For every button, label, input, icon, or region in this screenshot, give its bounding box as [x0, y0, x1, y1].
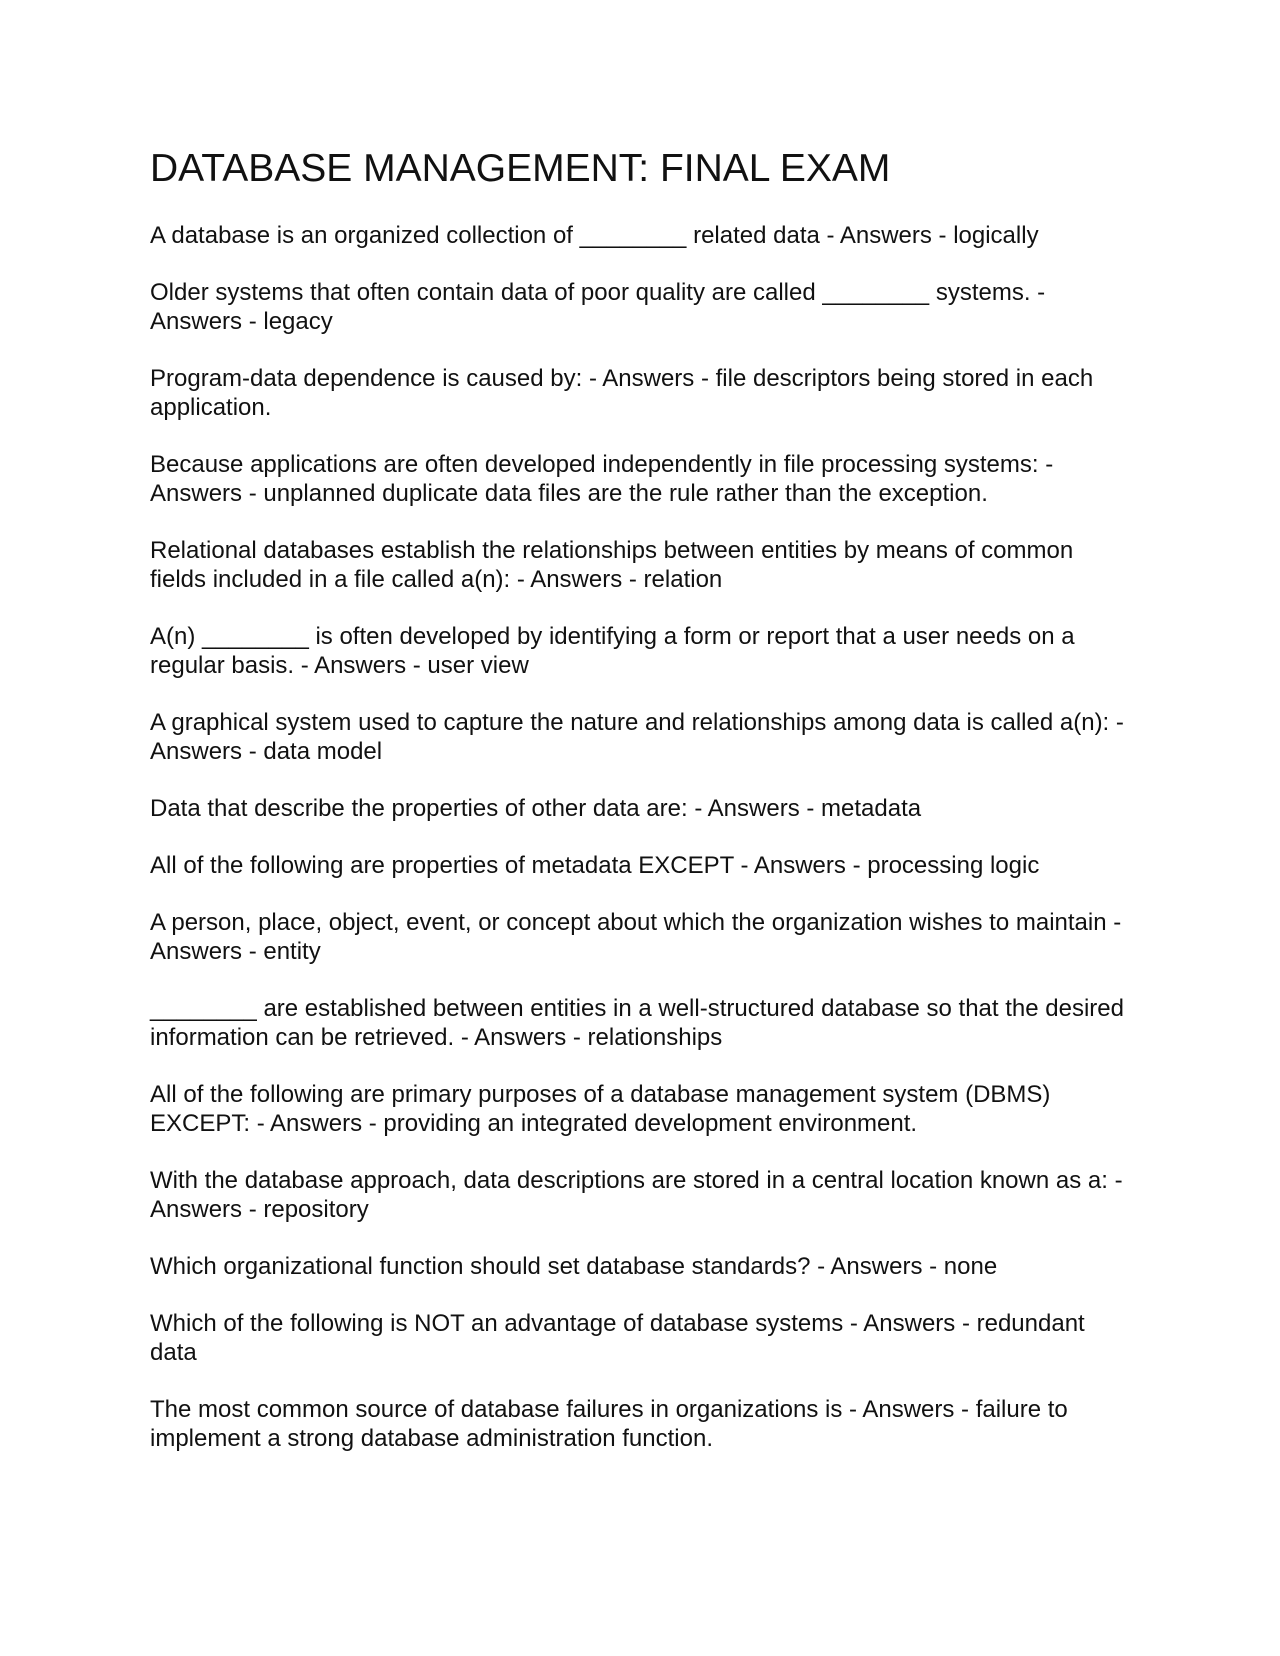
question-answer-item: All of the following are primary purposes of a database management system (DBMS) EXCEPT: - Answers - providing an integrated development environment.	[150, 1080, 1051, 1137]
question-answer-item: Because applications are often developed independently in file processing systems: - Answers - unplanned duplicate data files are the rule rather than the exception.	[150, 450, 1054, 507]
question-answer-item: Relational databases establish the relationships between entities by means of common fields included in a file called a(n): - Answers - relation	[150, 536, 1074, 593]
document-title: DATABASE MANAGEMENT: FINAL EXAM	[150, 147, 891, 190]
question-answer-item: With the database approach, data descriptions are stored in a central location known as a: - Answers - repository	[150, 1166, 1123, 1223]
question-answer-item: A database is an organized collection of ________ related data - Answers - logically	[150, 221, 1039, 249]
question-answer-item: The most common source of database failures in organizations is - Answers - failure to implement a strong database administration function.	[150, 1395, 1068, 1452]
question-answer-item: Which organizational function should set database standards? - Answers - none	[150, 1252, 998, 1280]
question-answer-item: Older systems that often contain data of poor quality are called ________ systems. - Answers - legacy	[150, 278, 1046, 335]
question-answer-item: All of the following are properties of metadata EXCEPT - Answers - processing logic	[150, 851, 1040, 879]
question-answer-item: ________ are established between entities in a well-structured database so that the desired information can be retrieved. - Answers - relationships	[150, 994, 1124, 1051]
question-answer-item: Program-data dependence is caused by: - Answers - file descriptors being stored in each application.	[150, 364, 1094, 421]
question-answer-item: A person, place, object, event, or concept about which the organization wishes to maintain - Answers - entity	[150, 908, 1122, 965]
question-answer-item: A graphical system used to capture the nature and relationships among data is called a(n): - Answers - data model	[150, 708, 1124, 765]
question-answer-list	[150, 221, 1130, 1453]
question-answer-item: Which of the following is NOT an advantage of database systems - Answers - redundant data	[150, 1309, 1085, 1366]
document-page	[150, 148, 1130, 1481]
question-answer-item: Data that describe the properties of other data are: - Answers - metadata	[150, 794, 922, 822]
question-answer-item: A(n) ________ is often developed by identifying a form or report that a user needs on a regular basis. - Answers - user view	[150, 622, 1075, 679]
